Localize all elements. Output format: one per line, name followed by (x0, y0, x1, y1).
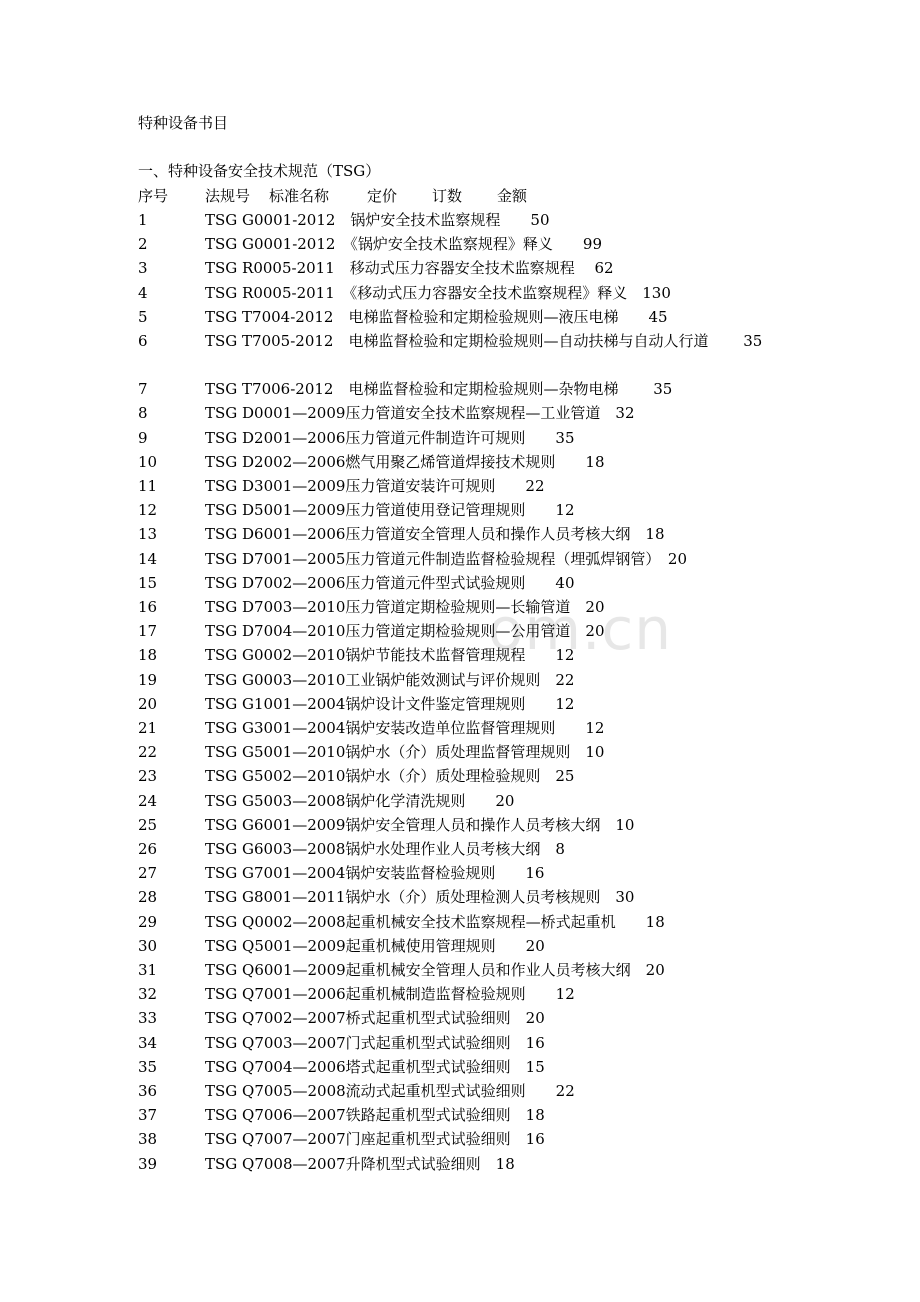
entry-text: TSG D6001—2006压力管道安全管理人员和操作人员考核大纲 18 (205, 525, 665, 543)
column-header-quantity: 订数 (432, 187, 463, 205)
entry-text: TSG D7004—2010压力管道定期检验规则—公用管道 20 (205, 622, 605, 640)
entry-text: TSG G0003—2010工业锅炉能效测试与评价规则 22 (205, 671, 575, 689)
column-header-number: 序号 (138, 187, 169, 205)
entry-number: 39 (138, 1155, 158, 1173)
entry-number: 13 (138, 525, 158, 543)
entry-number: 34 (138, 1034, 158, 1052)
entry-number: 20 (138, 695, 158, 713)
entry-number: 6 (138, 332, 148, 350)
entry-number: 29 (138, 913, 158, 931)
entry-number: 22 (138, 743, 158, 761)
entry-text: TSG T7004-2012 电梯监督检验和定期检验规则—液压电梯 45 (205, 308, 668, 326)
entry-number: 26 (138, 840, 158, 858)
column-header-amount: 金额 (497, 187, 528, 205)
entry-text: TSG Q7002—2007桥式起重机型式试验细则 20 (205, 1009, 545, 1027)
entry-number: 32 (138, 985, 158, 1003)
entry-text: TSG G6003—2008锅炉水处理作业人员考核大纲 8 (205, 840, 565, 858)
entry-number: 9 (138, 429, 148, 447)
entry-number: 15 (138, 574, 158, 592)
entry-text: TSG G1001—2004锅炉设计文件鉴定管理规则 12 (205, 695, 575, 713)
entry-text: TSG D7003—2010压力管道定期检验规则—长输管道 20 (205, 598, 605, 616)
entry-number: 23 (138, 767, 158, 785)
entry-number: 2 (138, 235, 148, 253)
entry-number: 10 (138, 453, 158, 471)
entry-number: 18 (138, 646, 158, 664)
entry-number: 30 (138, 937, 158, 955)
entry-text: TSG D2002—2006燃气用聚乙烯管道焊接技术规则 18 (205, 453, 605, 471)
entry-number: 4 (138, 284, 148, 302)
entry-number: 37 (138, 1106, 158, 1124)
entry-text: TSG Q5001—2009起重机械使用管理规则 20 (205, 937, 545, 955)
entry-text: TSG D0001—2009压力管道安全技术监察规程—工业管道 32 (205, 404, 635, 422)
entry-number: 38 (138, 1130, 158, 1148)
entry-number: 24 (138, 792, 158, 810)
entry-text: TSG Q7008—2007升降机型式试验细则 18 (205, 1155, 515, 1173)
entry-number: 25 (138, 816, 158, 834)
entry-number: 19 (138, 671, 158, 689)
entry-number: 8 (138, 404, 148, 422)
entry-number: 12 (138, 501, 158, 519)
entry-text: TSG G5002—2010锅炉水（介）质处理检验规则 25 (205, 767, 575, 785)
entry-text: TSG Q7003—2007门式起重机型式试验细则 16 (205, 1034, 545, 1052)
entry-number: 11 (138, 477, 158, 495)
entry-number: 36 (138, 1082, 158, 1100)
entry-number: 3 (138, 259, 148, 277)
entry-text: TSG R0005-2011 移动式压力容器安全技术监察规程 62 (205, 259, 614, 277)
entry-text: TSG G3001—2004锅炉安装改造单位监督管理规则 12 (205, 719, 605, 737)
column-header-price: 定价 (367, 187, 398, 205)
entry-number: 5 (138, 308, 148, 326)
entry-text: TSG R0005-2011 《移动式压力容器安全技术监察规程》释义 130 (205, 284, 671, 302)
entry-text: TSG T7006-2012 电梯监督检验和定期检验规则—杂物电梯 35 (205, 380, 673, 398)
entry-text: TSG Q7001—2006起重机械制造监督检验规则 12 (205, 985, 575, 1003)
document-title: 特种设备书目 (138, 114, 229, 132)
entry-number: 33 (138, 1009, 158, 1027)
entry-number: 16 (138, 598, 158, 616)
entry-text: TSG Q6001—2009起重机械安全管理人员和作业人员考核大纲 20 (205, 961, 665, 979)
entry-text: TSG Q7004—2006塔式起重机型式试验细则 15 (205, 1058, 545, 1076)
entry-text: TSG Q0002—2008起重机械安全技术监察规程—桥式起重机 18 (205, 913, 665, 931)
entry-number: 31 (138, 961, 158, 979)
entry-text: TSG G7001—2004锅炉安装监督检验规则 16 (205, 864, 545, 882)
entry-number: 1 (138, 211, 148, 229)
entry-text: TSG Q7006—2007铁路起重机型式试验细则 18 (205, 1106, 545, 1124)
entry-text: TSG D7002—2006压力管道元件型式试验规则 40 (205, 574, 575, 592)
section-heading: 一、特种设备安全技术规范（TSG） (138, 162, 381, 180)
entry-text: TSG T7005-2012 电梯监督检验和定期检验规则—自动扶梯与自动人行道 35 (205, 332, 763, 350)
entry-text: TSG G0002—2010锅炉节能技术监督管理规程 12 (205, 646, 575, 664)
entry-number: 7 (138, 380, 148, 398)
entry-text: TSG G5001—2010锅炉水（介）质处理监督管理规则 10 (205, 743, 605, 761)
entry-number: 27 (138, 864, 158, 882)
entry-text: TSG D5001—2009压力管道使用登记管理规则 12 (205, 501, 575, 519)
entry-text: TSG G6001—2009锅炉安全管理人员和操作人员考核大纲 10 (205, 816, 635, 834)
entry-number: 35 (138, 1058, 158, 1076)
entry-text: TSG D2001—2006压力管道元件制造许可规则 35 (205, 429, 575, 447)
entry-text: TSG G0001-2012 锅炉安全技术监察规程 50 (205, 211, 550, 229)
column-header-standard-name: 标准名称 (269, 187, 330, 205)
entry-text: TSG Q7007—2007门座起重机型式试验细则 16 (205, 1130, 545, 1148)
entry-number: 21 (138, 719, 158, 737)
entry-text: TSG G8001—2011锅炉水（介）质处理检测人员考核规则 30 (205, 888, 635, 906)
entry-text: TSG Q7005—2008流动式起重机型式试验细则 22 (205, 1082, 575, 1100)
entry-number: 14 (138, 550, 158, 568)
entry-text: TSG D7001—2005压力管道元件制造监督检验规程（埋弧焊钢管） 20 (205, 550, 687, 568)
entry-text: TSG D3001—2009压力管道安装许可规则 22 (205, 477, 545, 495)
watermark: om.cn (488, 595, 673, 663)
entry-number: 28 (138, 888, 158, 906)
entry-text: TSG G5003—2008锅炉化学清洗规则 20 (205, 792, 515, 810)
entry-number: 17 (138, 622, 158, 640)
entry-text: TSG G0001-2012 《锅炉安全技术监察规程》释义 99 (205, 235, 603, 253)
column-header-regulation-code: 法规号 (205, 187, 251, 205)
